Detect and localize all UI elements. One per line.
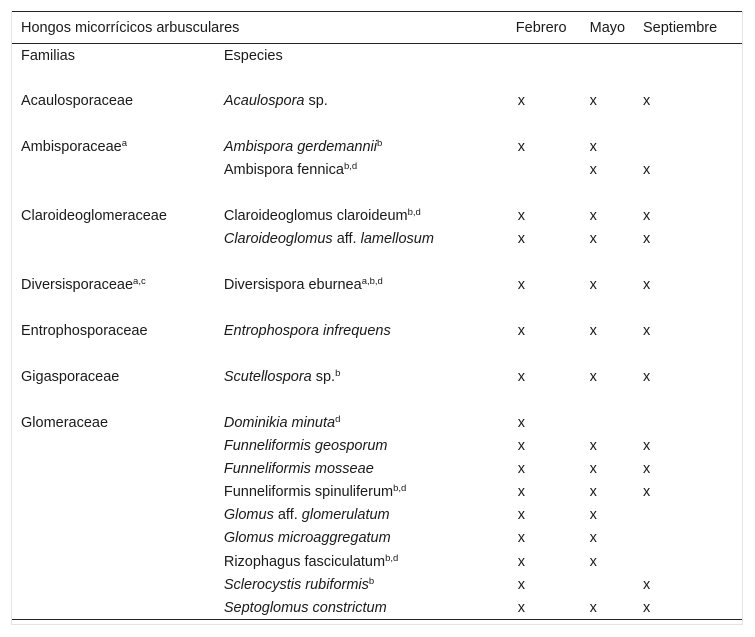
header-group: Hongos micorrícicos arbusculares bbox=[21, 19, 240, 36]
table-row bbox=[12, 228, 742, 251]
table-row bbox=[12, 205, 742, 228]
family-cell bbox=[12, 228, 215, 251]
presence-mayo: x bbox=[589, 484, 597, 501]
presence-septiembre: x bbox=[643, 231, 651, 248]
subheader-row bbox=[12, 44, 742, 68]
presence-mayo bbox=[587, 573, 637, 596]
presence-septiembre bbox=[637, 504, 742, 527]
family-cell: Ambisporaceae$^a$ bbox=[21, 138, 128, 156]
table-row bbox=[12, 411, 742, 434]
presence-febrero: x bbox=[517, 139, 526, 156]
species-cell: Entrophospora infrequens bbox=[223, 323, 391, 340]
table-body bbox=[12, 44, 742, 620]
presence-mayo: x bbox=[589, 277, 597, 294]
presence-febrero: x bbox=[517, 323, 526, 340]
species-cell: Ambispora gerdemannii$^b$ bbox=[223, 138, 383, 156]
table-row bbox=[12, 481, 742, 504]
presence-septiembre: x bbox=[643, 461, 651, 478]
presence-septiembre bbox=[637, 550, 742, 573]
presence-mayo: x bbox=[589, 369, 597, 386]
species-label: Especies bbox=[223, 47, 283, 64]
species-cell: Ambispora fennica$^{b,d}$ bbox=[223, 161, 358, 179]
spacer-row bbox=[12, 182, 742, 205]
table-row bbox=[12, 504, 742, 527]
presence-septiembre: x bbox=[643, 484, 651, 501]
families-label: Familias bbox=[21, 47, 75, 64]
presence-septiembre bbox=[637, 411, 742, 434]
presence-mayo: x bbox=[589, 438, 597, 455]
family-cell bbox=[12, 573, 215, 596]
family-cell: Entrophosporaceae bbox=[21, 323, 148, 340]
family-cell bbox=[12, 481, 215, 504]
presence-septiembre: x bbox=[643, 208, 651, 225]
family-cell bbox=[12, 596, 215, 620]
table-row bbox=[12, 458, 742, 481]
presence-septiembre bbox=[637, 136, 742, 159]
spacer-row bbox=[12, 251, 742, 274]
presence-mayo: x bbox=[589, 599, 597, 616]
species-cell: Rizophagus fasciculatum$^{b,d}$ bbox=[223, 552, 399, 570]
presence-febrero: x bbox=[517, 277, 526, 294]
family-cell: Gigasporaceae bbox=[21, 369, 120, 386]
species-cell: Claroideoglomus claroideum$^{b,d}$ bbox=[223, 207, 421, 225]
presence-febrero: x bbox=[517, 231, 526, 248]
family-cell: Glomeraceae bbox=[21, 414, 109, 431]
species-cell: Funneliformis geosporum bbox=[223, 438, 388, 455]
header-row bbox=[12, 12, 742, 44]
table-row bbox=[12, 136, 742, 159]
presence-mayo: x bbox=[589, 162, 597, 179]
presence-mayo: x bbox=[589, 530, 597, 547]
presence-mayo: x bbox=[589, 461, 597, 478]
species-cell: Septoglomus constrictum bbox=[223, 599, 387, 616]
presence-mayo: x bbox=[589, 139, 597, 156]
family-cell bbox=[12, 504, 215, 527]
header-febrero: Febrero bbox=[515, 19, 567, 36]
family-cell: Diversisporaceae$^{a,c}$ bbox=[21, 276, 146, 294]
presence-septiembre: x bbox=[643, 438, 651, 455]
family-cell: Acaulosporaceae bbox=[21, 93, 134, 110]
species-cell: Funneliformis mosseae bbox=[223, 461, 374, 478]
species-cell: Acaulospora sp. bbox=[223, 93, 328, 110]
presence-febrero: x bbox=[517, 599, 526, 616]
species-cell: Glomus microaggregatum bbox=[223, 530, 391, 547]
family-cell: Claroideoglomeraceae bbox=[21, 208, 167, 225]
presence-febrero: x bbox=[517, 553, 526, 570]
presence-mayo: x bbox=[589, 208, 597, 225]
presence-febrero: x bbox=[517, 530, 526, 547]
header-septiembre: Septiembre bbox=[643, 19, 718, 36]
species-cell: Glomus aff. glomerulatum bbox=[223, 507, 390, 524]
presence-septiembre: x bbox=[643, 599, 651, 616]
family-cell bbox=[12, 458, 215, 481]
species-cell: Diversispora eburnea$^{a,b,d}$ bbox=[223, 276, 383, 294]
table-row bbox=[12, 90, 742, 113]
presence-febrero: x bbox=[517, 461, 526, 478]
presence-febrero: x bbox=[517, 369, 526, 386]
table-row bbox=[12, 435, 742, 458]
presence-septiembre bbox=[637, 527, 742, 550]
presence-mayo: x bbox=[589, 507, 597, 524]
species-cell: Sclerocystis rubiformis$^b$ bbox=[223, 575, 375, 593]
presence-septiembre: x bbox=[643, 369, 651, 386]
presence-febrero: x bbox=[517, 576, 526, 593]
presence-mayo: x bbox=[589, 93, 597, 110]
table-row bbox=[12, 550, 742, 573]
table-row bbox=[12, 320, 742, 343]
species-cell: Scutellospora sp.$^b$ bbox=[223, 368, 341, 386]
presence-febrero bbox=[502, 159, 587, 182]
header-mayo: Mayo bbox=[589, 19, 626, 36]
species-cell: Dominikia minuta$^d$ bbox=[223, 413, 341, 431]
table-row bbox=[12, 527, 742, 550]
spacer-row bbox=[12, 389, 742, 412]
family-cell bbox=[12, 550, 215, 573]
table-row bbox=[12, 159, 742, 182]
presence-febrero: x bbox=[517, 208, 526, 225]
presence-febrero: x bbox=[517, 438, 526, 455]
presence-septiembre: x bbox=[643, 93, 651, 110]
presence-septiembre: x bbox=[643, 323, 651, 340]
presence-septiembre: x bbox=[643, 162, 651, 179]
family-cell bbox=[12, 159, 215, 182]
family-cell bbox=[12, 527, 215, 550]
species-cell: Claroideoglomus aff. lamellosum bbox=[223, 231, 434, 248]
presence-febrero: x bbox=[517, 414, 526, 431]
table-row bbox=[12, 573, 742, 596]
presence-mayo bbox=[587, 411, 637, 434]
presence-mayo: x bbox=[589, 231, 597, 248]
table-row bbox=[12, 366, 742, 389]
spacer-row bbox=[12, 67, 742, 90]
spacer-row bbox=[12, 297, 742, 320]
spacer-row bbox=[12, 113, 742, 136]
family-cell bbox=[12, 435, 215, 458]
presence-septiembre: x bbox=[643, 576, 651, 593]
species-cell: Funneliformis spinuliferum$^{b,d}$ bbox=[223, 483, 407, 501]
amf-table bbox=[12, 11, 742, 620]
spacer-row bbox=[12, 343, 742, 366]
presence-septiembre: x bbox=[643, 277, 651, 294]
table-row bbox=[12, 596, 742, 620]
presence-mayo: x bbox=[589, 323, 597, 340]
presence-febrero: x bbox=[517, 93, 526, 110]
presence-mayo: x bbox=[589, 553, 597, 570]
presence-febrero: x bbox=[517, 484, 526, 501]
presence-febrero: x bbox=[517, 507, 526, 524]
table-row bbox=[12, 274, 742, 297]
